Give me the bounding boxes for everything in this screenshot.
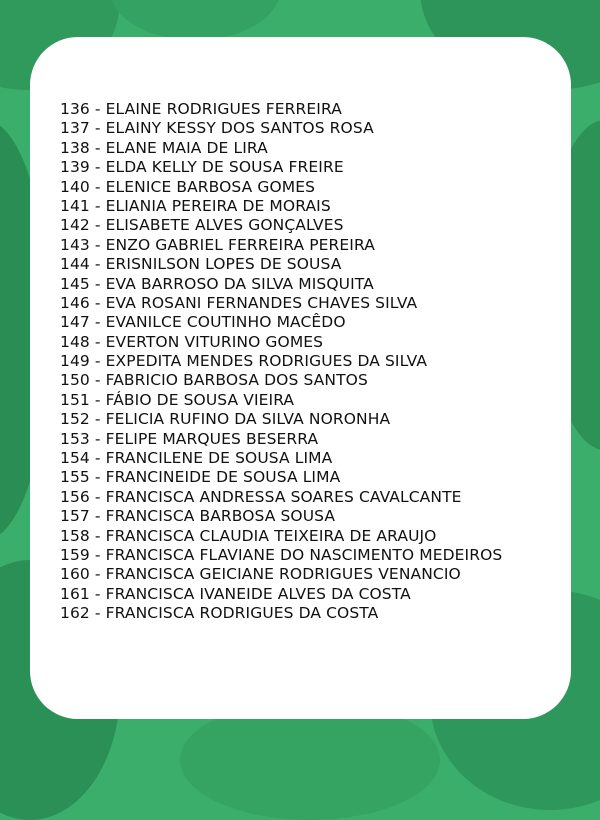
list-item: 154 - FRANCILENE DE SOUSA LIMA (60, 449, 333, 468)
list-item: 161 - FRANCISCA IVANEIDE ALVES DA COSTA (60, 584, 411, 603)
list-item: 150 - FABRICIO BARBOSA DOS SANTOS (60, 371, 368, 390)
list-item: 142 - ELISABETE ALVES GONÇALVES (60, 216, 344, 235)
list-item: 153 - FELIPE MARQUES BESERRA (60, 429, 319, 448)
list-item: 157 - FRANCISCA BARBOSA SOUSA (60, 507, 336, 526)
list-item: 149 - EXPEDITA MENDES RODRIGUES DA SILVA (60, 352, 428, 371)
name-list (60, 100, 502, 624)
list-item: 156 - FRANCISCA ANDRESSA SOARES CAVALCANTE (60, 487, 462, 506)
list-item: 141 - ELIANIA PEREIRA DE MORAIS (60, 196, 331, 215)
list-item: 162 - FRANCISCA RODRIGUES DA COSTA (60, 604, 379, 623)
list-item: 158 - FRANCISCA CLAUDIA TEIXEIRA DE ARAUJO (60, 526, 437, 545)
list-item: 151 - FÁBIO DE SOUSA VIEIRA (60, 390, 295, 409)
list-item: 140 - ELENICE BARBOSA GOMES (60, 177, 316, 196)
list-item: 146 - EVA ROSANI FERNANDES CHAVES SILVA (60, 293, 418, 312)
list-item: 143 - ENZO GABRIEL FERREIRA PEREIRA (60, 235, 375, 254)
name-list-card (30, 37, 571, 719)
list-item: 159 - FRANCISCA FLAVIANE DO NASCIMENTO MEDEIROS (60, 545, 503, 564)
list-item: 137 - ELAINY KESSY DOS SANTOS ROSA (60, 119, 374, 138)
list-item: 160 - FRANCISCA GEICIANE RODRIGUES VENANCIO (60, 565, 461, 584)
list-item: 136 - ELAINE RODRIGUES FERREIRA (60, 100, 342, 118)
list-item: 139 - ELDA KELLY DE SOUSA FREIRE (60, 158, 344, 177)
list-item: 138 - ELANE MAIA DE LIRA (60, 138, 268, 157)
list-item: 148 - EVERTON VITURINO GOMES (60, 332, 324, 351)
list-item: 152 - FELICIA RUFINO DA SILVA NORONHA (60, 410, 391, 429)
list-item: 144 - ERISNILSON LOPES DE SOUSA (60, 255, 342, 274)
list-item: 155 - FRANCINEIDE DE SOUSA LIMA (60, 468, 341, 487)
list-item: 147 - EVANILCE COUTINHO MACÊDO (60, 313, 346, 332)
list-item: 145 - EVA BARROSO DA SILVA MISQUITA (60, 274, 374, 293)
background-blob (110, 0, 280, 40)
